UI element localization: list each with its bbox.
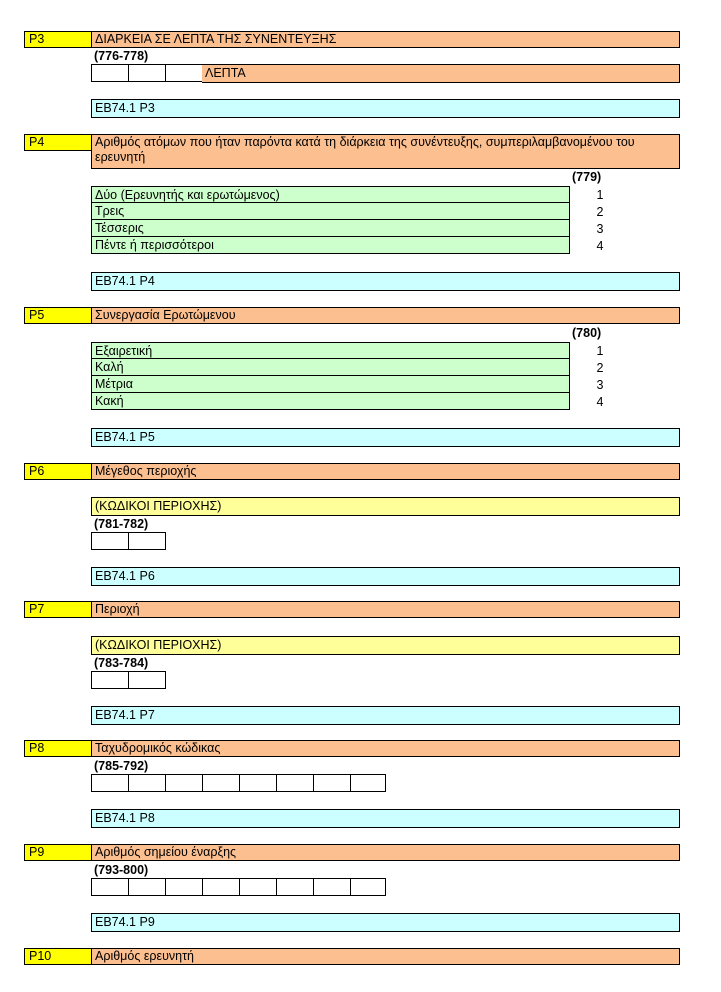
- option-number-p5-3: 3: [596, 378, 604, 392]
- option-p5-1[interactable]: Εξαιρετική: [91, 342, 570, 359]
- input-box-p8-4[interactable]: [202, 774, 240, 792]
- input-box-p8-2[interactable]: [128, 774, 166, 792]
- option-p4-2[interactable]: Τρεις: [91, 203, 570, 220]
- option-p4-3[interactable]: Τέσσερις: [91, 220, 570, 237]
- input-box-p9-8[interactable]: [350, 878, 386, 896]
- reference-p7: EB74.1 P7: [91, 706, 680, 725]
- question-code-p8: P8: [24, 740, 92, 757]
- option-number-p5-1: 1: [596, 344, 604, 358]
- question-code-p5: P5: [24, 307, 92, 324]
- input-box-p9-3[interactable]: [165, 878, 203, 896]
- reference-p6: EB74.1 P6: [91, 567, 680, 586]
- option-number-p5-4: 4: [596, 395, 604, 409]
- column-code-p6: (781-782): [94, 517, 149, 531]
- input-box-p6-1[interactable]: [91, 532, 129, 550]
- column-code-p4: (779): [572, 170, 602, 184]
- input-box-p3-1[interactable]: [91, 64, 129, 82]
- question-title-p3: ΔΙΑΡΚΕΙΑ ΣΕ ΛΕΠΤΑ ΤΗΣ ΣΥΝΕΝΤΕΥΞΗΣ: [91, 31, 680, 48]
- input-box-p3-3[interactable]: [165, 64, 203, 82]
- input-box-p9-1[interactable]: [91, 878, 129, 896]
- input-box-p8-5[interactable]: [239, 774, 277, 792]
- column-code-p5: (780): [572, 326, 602, 340]
- column-code-p9: (793-800): [94, 863, 149, 877]
- input-box-p7-1[interactable]: [91, 671, 129, 689]
- question-code-p6: P6: [24, 463, 92, 480]
- question-code-p10: P10: [24, 948, 92, 965]
- question-code-p4: P4: [24, 134, 92, 151]
- question-title-p10: Αριθμός ερευνητή: [91, 948, 680, 965]
- input-box-p9-5[interactable]: [239, 878, 277, 896]
- option-number-p5-2: 2: [596, 361, 604, 375]
- question-code-p3: P3: [24, 31, 92, 48]
- question-title-p5: Συνεργασία Ερωτώμενου: [91, 307, 680, 324]
- option-p4-4[interactable]: Πέντε ή περισσότεροι: [91, 237, 570, 254]
- input-box-p7-2[interactable]: [128, 671, 166, 689]
- area-codes-note-p6: (ΚΩΔΙΚΟΙ ΠΕΡΙΟΧΗΣ): [91, 497, 680, 516]
- question-title-p6: Μέγεθος περιοχής: [91, 463, 680, 480]
- question-code-p7: P7: [24, 601, 92, 618]
- question-title-p4: Αριθμός ατόμων που ήταν παρόντα κατά τη διάρκεια της συνέντευξης, συμπεριλαμβανομένου του ερευνητή: [91, 134, 680, 169]
- input-box-p8-6[interactable]: [276, 774, 314, 792]
- input-box-p9-7[interactable]: [313, 878, 351, 896]
- area-codes-note-p7: (ΚΩΔΙΚΟΙ ΠΕΡΙΟΧΗΣ): [91, 636, 680, 655]
- option-number-p4-4: 4: [596, 239, 604, 253]
- option-p5-3[interactable]: Μέτρια: [91, 376, 570, 393]
- input-box-p8-1[interactable]: [91, 774, 129, 792]
- input-box-p9-4[interactable]: [202, 878, 240, 896]
- option-p5-4[interactable]: Κακή: [91, 393, 570, 410]
- reference-p4: EB74.1 P4: [91, 272, 680, 291]
- reference-p8: EB74.1 P8: [91, 809, 680, 828]
- option-number-p4-3: 3: [596, 222, 604, 236]
- question-code-p9: P9: [24, 844, 92, 861]
- option-p4-1[interactable]: Δύο (Ερευνητής και ερωτώμενος): [91, 186, 570, 203]
- column-code-p8: (785-792): [94, 759, 149, 773]
- reference-p3: EB74.1 P3: [91, 99, 680, 118]
- input-box-p9-6[interactable]: [276, 878, 314, 896]
- column-code-p7: (783-784): [94, 656, 149, 670]
- unit-label-p3: ΛΕΠΤΑ: [202, 64, 680, 83]
- reference-p5: EB74.1 P5: [91, 428, 680, 447]
- option-number-p4-1: 1: [596, 188, 604, 202]
- question-title-p8: Ταχυδρομικός κώδικας: [91, 740, 680, 757]
- input-box-p8-3[interactable]: [165, 774, 203, 792]
- question-title-p9: Αριθμός σημείου έναρξης: [91, 844, 680, 861]
- input-box-p8-7[interactable]: [313, 774, 351, 792]
- option-number-p4-2: 2: [596, 205, 604, 219]
- input-box-p6-2[interactable]: [128, 532, 166, 550]
- column-code-p3: (776-778): [94, 49, 149, 63]
- option-p5-2[interactable]: Καλή: [91, 359, 570, 376]
- reference-p9: EB74.1 P9: [91, 913, 680, 932]
- question-title-p7: Περιοχή: [91, 601, 680, 618]
- input-box-p3-2[interactable]: [128, 64, 166, 82]
- input-box-p8-8[interactable]: [350, 774, 386, 792]
- input-box-p9-2[interactable]: [128, 878, 166, 896]
